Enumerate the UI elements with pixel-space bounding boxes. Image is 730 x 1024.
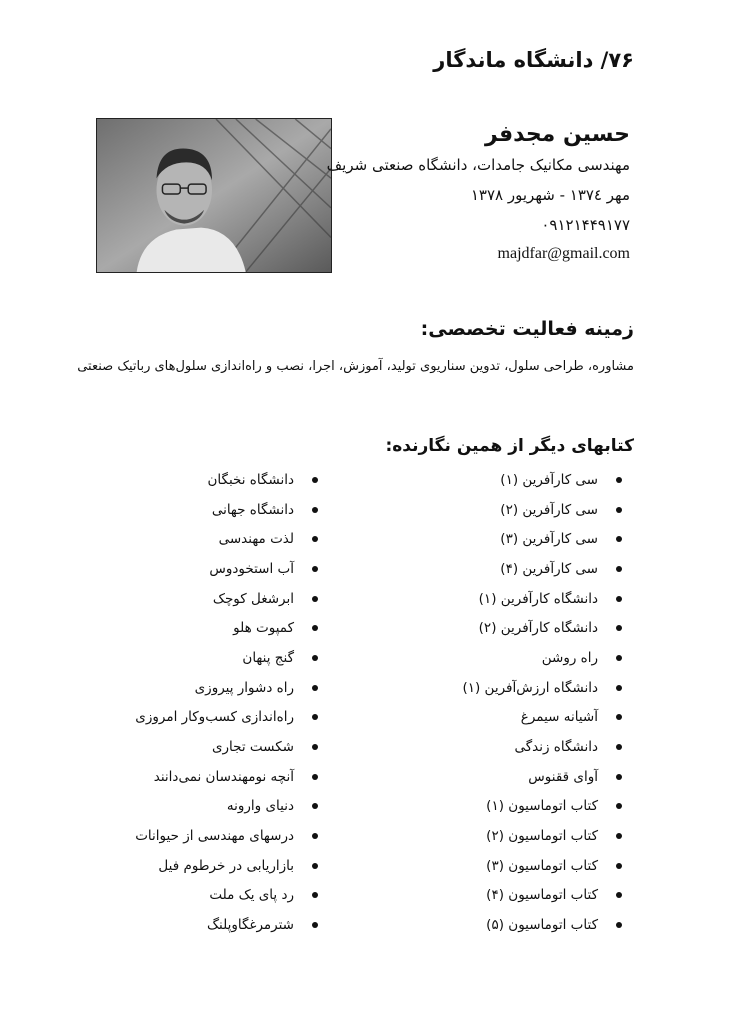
bullet-icon bbox=[312, 892, 318, 898]
bullet-icon bbox=[312, 477, 318, 483]
list-item: دنیای وارونه bbox=[88, 792, 318, 822]
list-item: شکست تجاری bbox=[88, 732, 318, 762]
field-heading: زمینه فعالیت تخصصی: bbox=[420, 318, 634, 340]
author-photo bbox=[96, 118, 332, 273]
author-email[interactable]: majdfar@gmail.com bbox=[497, 245, 630, 262]
bullet-icon bbox=[616, 922, 622, 928]
bullet-icon bbox=[312, 774, 318, 780]
bullet-icon bbox=[312, 833, 318, 839]
list-item: دانشگاه کارآفرین (۱) bbox=[422, 584, 622, 614]
author-name: حسین مجدفر bbox=[485, 122, 630, 147]
bullet-icon bbox=[616, 714, 622, 720]
bullet-icon bbox=[312, 803, 318, 809]
field-text: مشاوره، طراحی سلول، تدوین سناریوی تولید، آموزش، اجرا، نصب و راه‌اندازی سلول‌های رباتیک صنعتی bbox=[77, 359, 634, 374]
list-item: راه دشوار پیروزی bbox=[88, 673, 318, 703]
author-info bbox=[300, 120, 630, 268]
bullet-icon bbox=[312, 596, 318, 602]
list-item: راه‌اندازی کسب‌وکار امروزی bbox=[88, 703, 318, 733]
book-list-right bbox=[422, 465, 622, 940]
bullet-icon bbox=[616, 596, 622, 602]
list-item: کمپوت هلو bbox=[88, 613, 318, 643]
author-affiliation: مهندسی مکانیک جامدات، دانشگاه صنعتی شریف bbox=[326, 156, 630, 174]
list-item: سی کارآفرین (۳) bbox=[422, 524, 622, 554]
bullet-icon bbox=[616, 833, 622, 839]
list-item: آب استخودوس bbox=[88, 554, 318, 584]
list-item: دانشگاه جهانی bbox=[88, 495, 318, 525]
list-item: کتاب اتوماسیون (۴) bbox=[422, 881, 622, 911]
bullet-icon bbox=[616, 536, 622, 542]
list-item: آوای ققنوس bbox=[422, 762, 622, 792]
bullet-icon bbox=[616, 625, 622, 631]
bullet-icon bbox=[616, 892, 622, 898]
bullet-icon bbox=[312, 714, 318, 720]
list-item: کتاب اتوماسیون (۳) bbox=[422, 851, 622, 881]
author-dates: مهر ۱۳۷٤ - شهریور ۱۳۷۸ bbox=[470, 186, 630, 204]
list-item: دانشگاه زندگی bbox=[422, 732, 622, 762]
bullet-icon bbox=[616, 477, 622, 483]
list-item: سی کارآفرین (۴) bbox=[422, 554, 622, 584]
list-item: راه روشن bbox=[422, 643, 622, 673]
bullet-icon bbox=[616, 744, 622, 750]
bullet-icon bbox=[616, 566, 622, 572]
list-item: آنچه نومهندسان نمی‌دانند bbox=[88, 762, 318, 792]
list-item: کتاب اتوماسیون (۱) bbox=[422, 792, 622, 822]
list-item: کتاب اتوماسیون (۵) bbox=[422, 910, 622, 940]
bullet-icon bbox=[616, 507, 622, 513]
list-item: درسهای مهندسی از حیوانات bbox=[88, 821, 318, 851]
book-list-left bbox=[88, 465, 318, 940]
bullet-icon bbox=[312, 507, 318, 513]
list-item: دانشگاه نخبگان bbox=[88, 465, 318, 495]
list-item: سی کارآفرین (۱) bbox=[422, 465, 622, 495]
list-item: گنج پنهان bbox=[88, 643, 318, 673]
list-item: شترمرغگاوپلنگ bbox=[88, 910, 318, 940]
bullet-icon bbox=[616, 774, 622, 780]
books-heading: کتابهای دیگر از همین نگارنده: bbox=[385, 436, 634, 456]
list-item: سی کارآفرین (۲) bbox=[422, 495, 622, 525]
bullet-icon bbox=[312, 922, 318, 928]
list-item: دانشگاه ارزش‌آفرین (۱) bbox=[422, 673, 622, 703]
bullet-icon bbox=[312, 625, 318, 631]
bullet-icon bbox=[312, 744, 318, 750]
bullet-icon bbox=[616, 655, 622, 661]
page-header-title: ۷۶/ دانشگاه ماندگار bbox=[433, 48, 634, 72]
list-item: رد پای یک ملت bbox=[88, 881, 318, 911]
bullet-icon bbox=[312, 655, 318, 661]
list-item: بازاریابی در خرطوم فیل bbox=[88, 851, 318, 881]
author-phone: ۰۹۱۲۱۴۴۹۱۷۷ bbox=[541, 216, 630, 234]
bullet-icon bbox=[616, 803, 622, 809]
bullet-icon bbox=[312, 863, 318, 869]
bullet-icon bbox=[312, 685, 318, 691]
list-item: آشیانه سیمرغ bbox=[422, 703, 622, 733]
list-item: لذت مهندسی bbox=[88, 524, 318, 554]
list-item: کتاب اتوماسیون (۲) bbox=[422, 821, 622, 851]
bullet-icon bbox=[312, 566, 318, 572]
list-item: ابرشغل کوچک bbox=[88, 584, 318, 614]
bullet-icon bbox=[616, 863, 622, 869]
list-item: دانشگاه کارآفرین (۲) bbox=[422, 613, 622, 643]
bullet-icon bbox=[616, 685, 622, 691]
bullet-icon bbox=[312, 536, 318, 542]
